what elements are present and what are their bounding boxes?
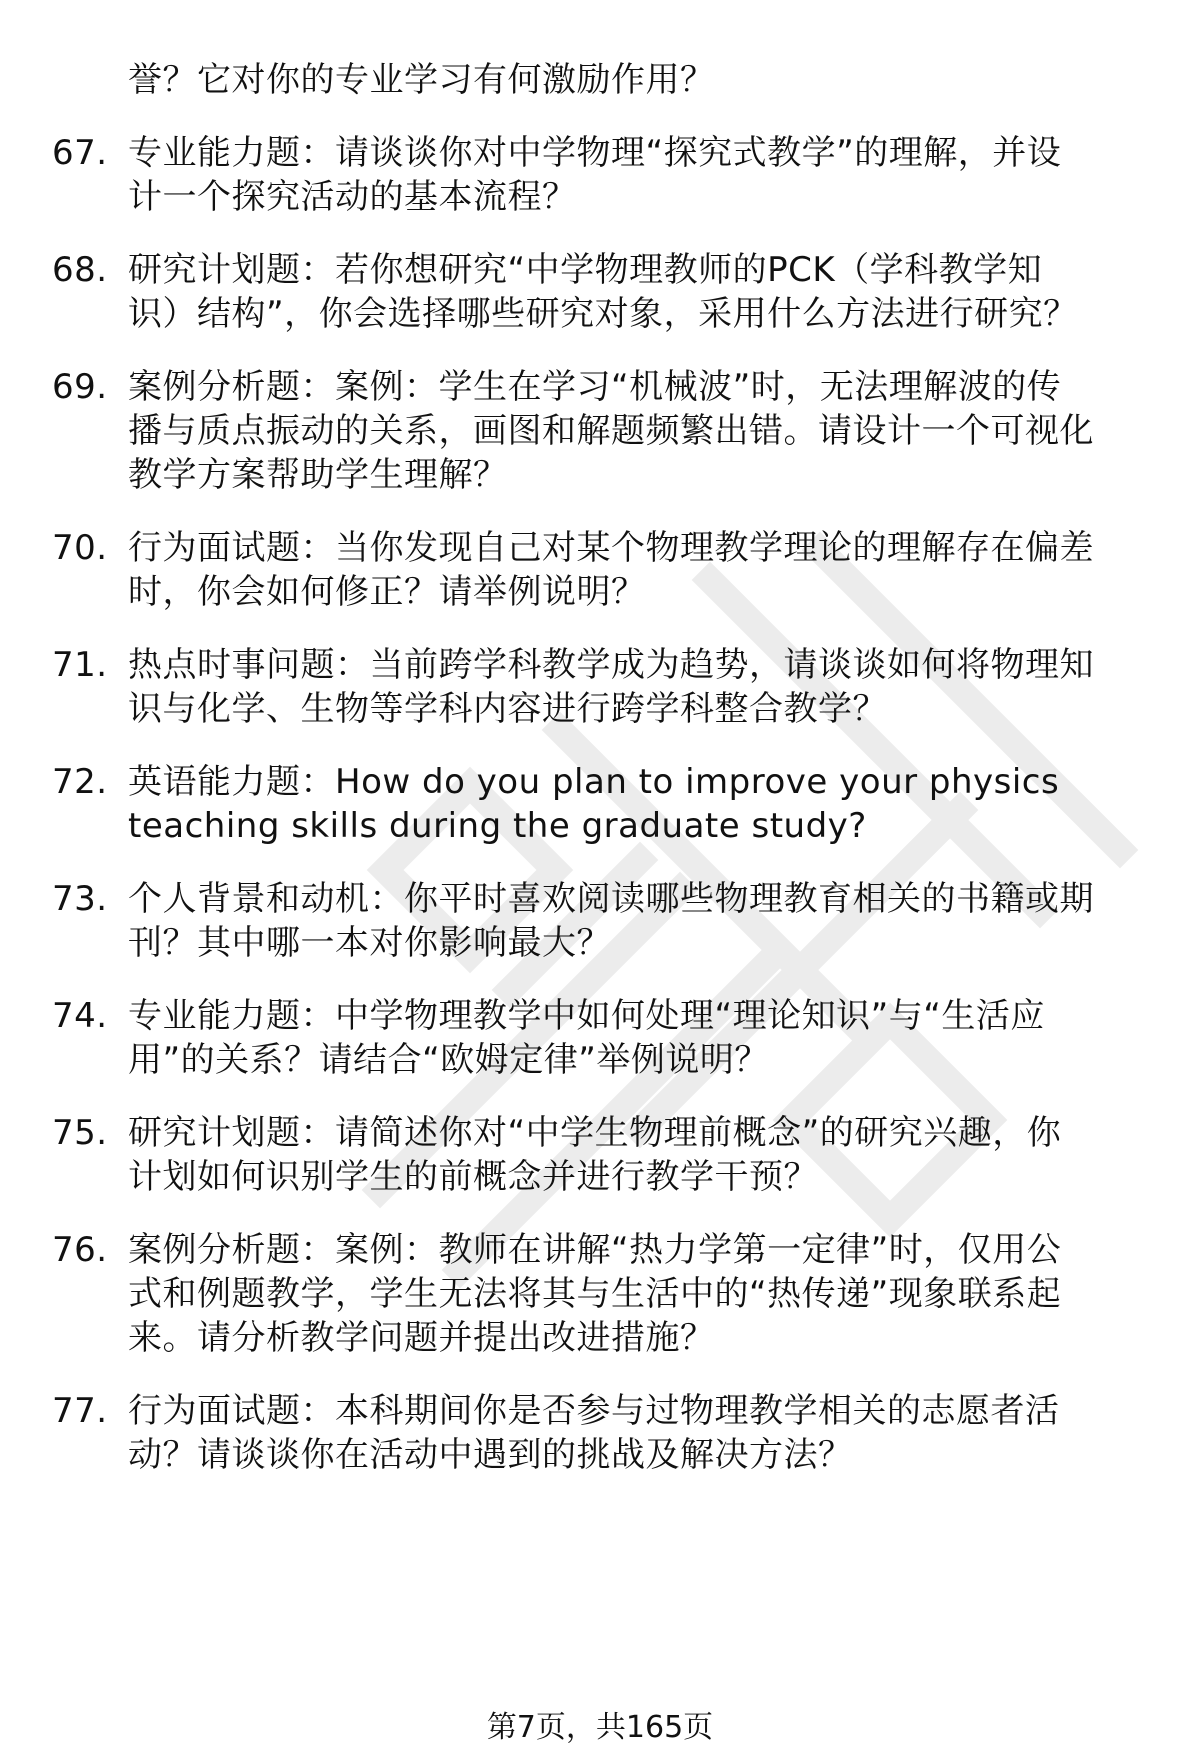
question-text-line: 识与化学、生物等学科内容进行跨学科整合教学？ xyxy=(128,689,887,729)
question-number: 68. xyxy=(52,250,108,290)
question-text-line: 案例分析题：案例：教师在讲解“热力学第一定律”时，仅用公 xyxy=(128,1230,1062,1270)
question-number: 71. xyxy=(52,645,108,685)
question-text-line: 刊？其中哪一本对你影响最大？ xyxy=(128,923,611,963)
question-text-line: 个人背景和动机：你平时喜欢阅读哪些物理教育相关的书籍或期 xyxy=(128,879,1094,919)
question-text-line: 研究计划题：请简述你对“中学生物理前概念”的研究兴趣，你 xyxy=(128,1113,1062,1153)
question-text-line: 英语能力题：How do you plan to improve your physics xyxy=(128,762,1060,802)
question-text-line: 计一个探究活动的基本流程？ xyxy=(128,177,577,217)
question-text-line: 研究计划题：若你想研究“中学物理教师的PCK（学科教学知 xyxy=(128,250,1043,290)
question-text-line: 行为面试题：当你发现自己对某个物理教学理论的理解存在偏差 xyxy=(128,528,1094,568)
question-text-line: 来。请分析教学问题并提出改进措施？ xyxy=(128,1318,715,1358)
question-text-line: 行为面试题：本科期间你是否参与过物理教学相关的志愿者活 xyxy=(128,1391,1060,1431)
question-text-line: 用”的关系？请结合“欧姆定律”举例说明？ xyxy=(128,1040,769,1080)
question-number: 77. xyxy=(52,1391,108,1431)
question-text-line: 播与质点振动的关系，画图和解题频繁出错。请设计一个可视化 xyxy=(128,411,1094,451)
question-text-line: 计划如何识别学生的前概念并进行教学干预？ xyxy=(128,1157,818,1197)
question-text-line: 教学方案帮助学生理解？ xyxy=(128,455,508,495)
question-text-line: 专业能力题：请谈谈你对中学物理“探究式教学”的理解，并设 xyxy=(128,133,1062,173)
question-number: 67. xyxy=(52,133,108,173)
question-text-line: 识）结构”，你会选择哪些研究对象，采用什么方法进行研究？ xyxy=(128,294,1078,334)
question-text-line: 热点时事问题：当前跨学科教学成为趋势，请谈谈如何将物理知 xyxy=(128,645,1094,685)
continuation-line: 誉？它对你的专业学习有何激励作用？ xyxy=(128,60,715,100)
question-number: 69. xyxy=(52,367,108,407)
question-number: 72. xyxy=(52,762,108,802)
question-text-line: 式和例题教学，学生无法将其与生活中的“热传递”现象联系起 xyxy=(128,1274,1062,1314)
question-text-line: 专业能力题：中学物理教学中如何处理“理论知识”与“生活应 xyxy=(128,996,1045,1036)
question-text-line: 时，你会如何修正？请举例说明？ xyxy=(128,572,646,612)
page-footer: 第7页，共165页 xyxy=(486,1710,714,1745)
question-text-line: teaching skills during the graduate study? xyxy=(128,806,867,846)
question-text-line: 案例分析题：案例：学生在学习“机械波”时，无法理解波的传 xyxy=(128,367,1062,407)
question-number: 73. xyxy=(52,879,108,919)
question-text-line: 动？请谈谈你在活动中遇到的挑战及解决方法？ xyxy=(128,1435,853,1475)
question-number: 76. xyxy=(52,1230,108,1270)
question-number: 70. xyxy=(52,528,108,568)
question-number: 75. xyxy=(52,1113,108,1153)
question-number: 74. xyxy=(52,996,108,1036)
